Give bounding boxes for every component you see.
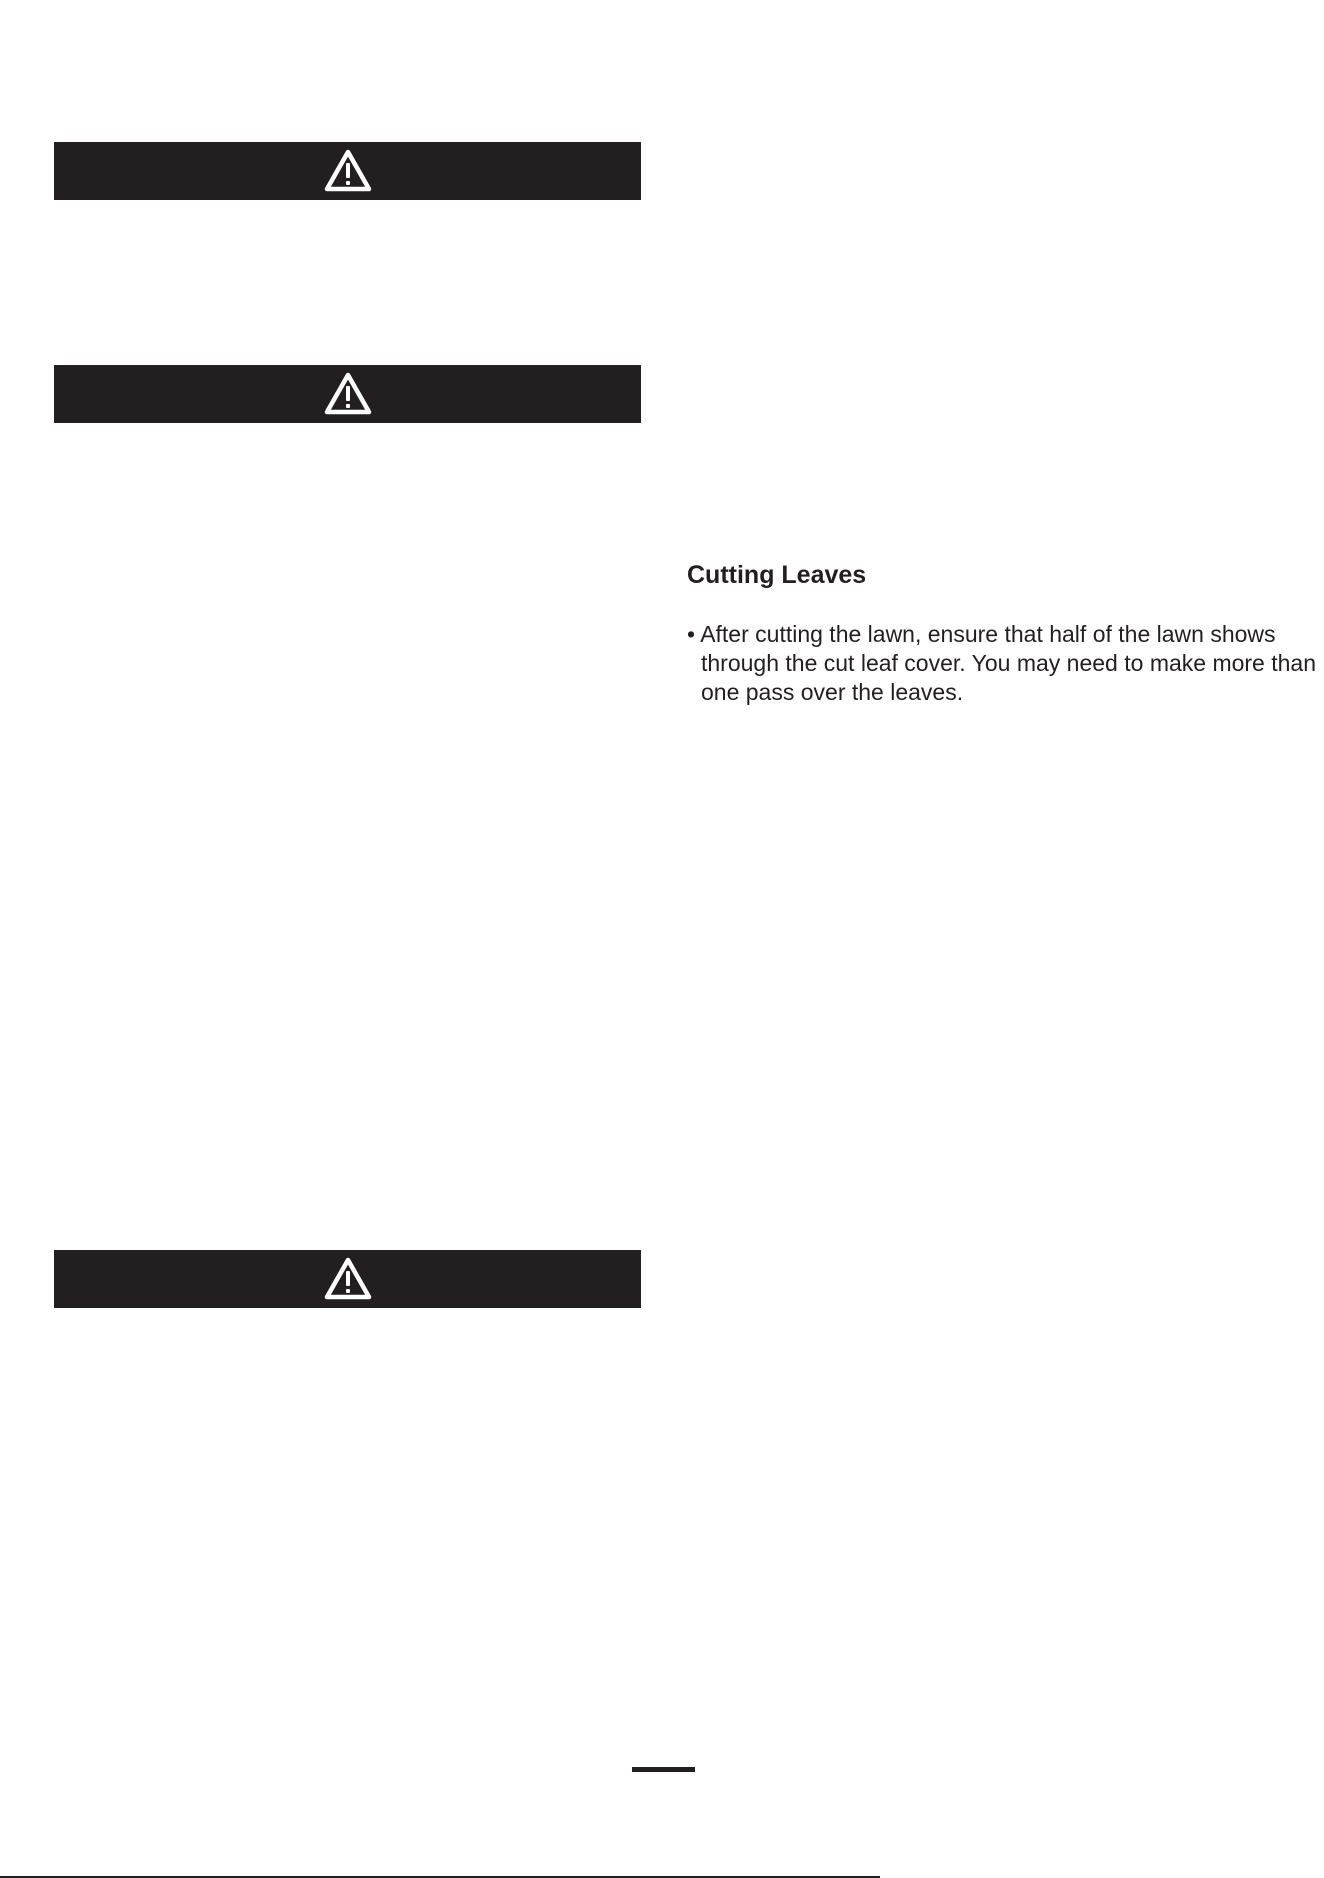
bullet-symbol: • xyxy=(687,621,696,647)
bullet-item xyxy=(687,620,1321,707)
warning-triangle-icon xyxy=(323,371,373,417)
warning-triangle-icon xyxy=(323,148,373,194)
warning-triangle-icon xyxy=(323,1256,373,1302)
bullet-text: After cutting the lawn, ensure that half of the lawn shows through the cut leaf cover. You may need to make more than one pass over the leaves. xyxy=(700,621,1317,705)
section-heading-cutting-leaves: Cutting Leaves xyxy=(687,561,867,589)
warning-bar xyxy=(54,365,641,423)
warning-bar xyxy=(54,1250,641,1308)
warning-bar xyxy=(54,142,641,200)
page-number-rule xyxy=(632,1767,695,1772)
